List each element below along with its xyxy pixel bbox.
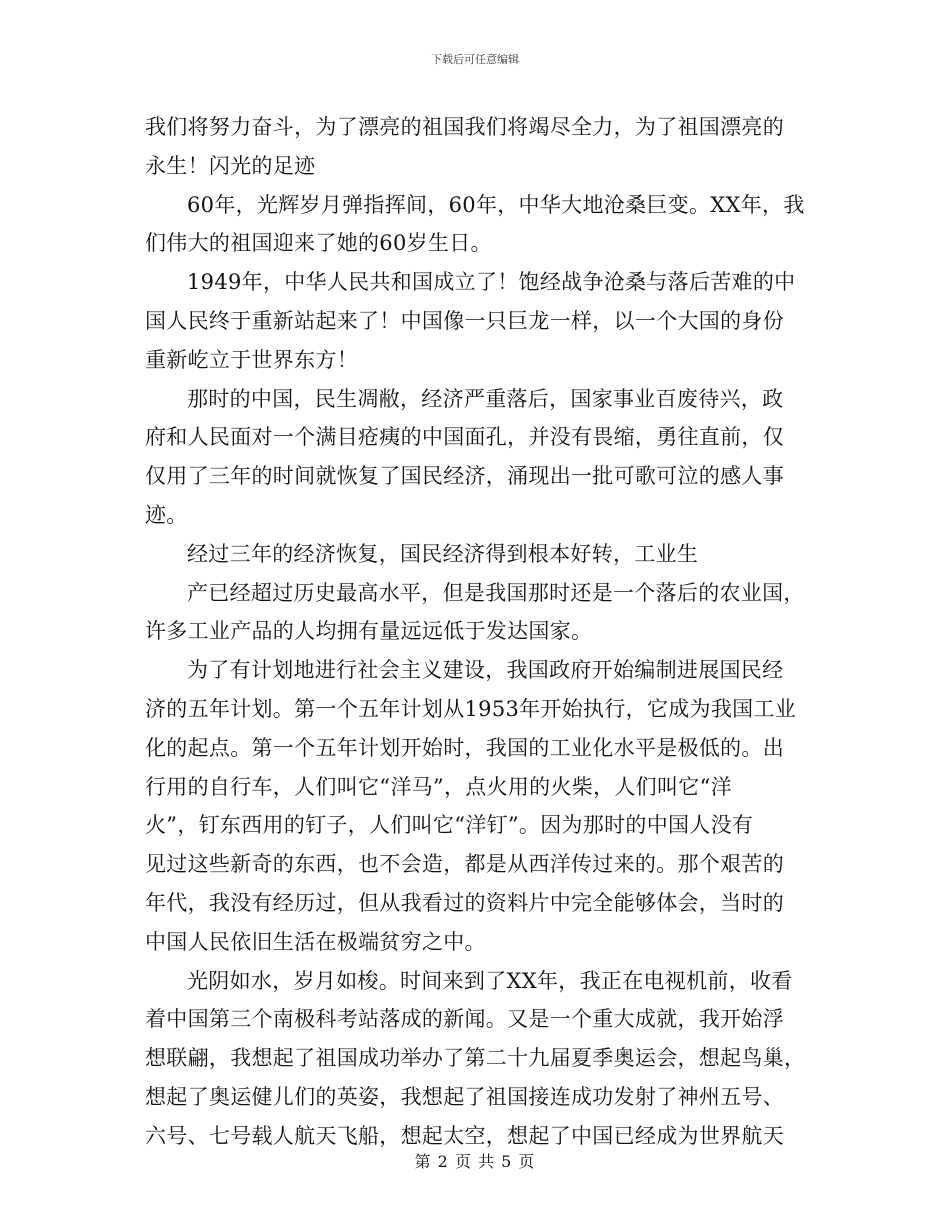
text-line: 国人民终于重新站起来了！中国像一只巨龙一样，以一个大国的身份 xyxy=(145,308,784,333)
text-line: 经过三年的经济恢复，国民经济得到根本好转，工业生 xyxy=(187,541,699,566)
text-line: 我们将努力奋斗，为了漂亮的祖国我们将竭尽全力，为了祖国漂亮的 xyxy=(145,115,784,139)
text-line: 产已经超过历史最高水平，但是我国那时还是一个落后的农业国， xyxy=(187,580,805,605)
text-line: 年代，我没有经历过，但从我看过的资料片中完全能够体会，当时的 xyxy=(145,890,784,915)
text-line: 府和人民面对一个满目疮痍的中国面孔，并没有畏缩，勇往直前，仅 xyxy=(145,425,784,450)
text-line: 化的起点。第一个五年计划开始时，我国的工业化水平是极低的。出 xyxy=(145,735,784,760)
text-line: 许多工业产品的人均拥有量远远低于发达国家。 xyxy=(145,619,593,644)
text-line: 永生！闪光的足迹 xyxy=(145,153,316,178)
text-line: 想起了奥运健儿们的英姿，我想起了祖国接连成功发射了神州五号、 xyxy=(145,1084,784,1109)
text-line: 中国人民依旧生活在极端贫穷之中。 xyxy=(145,929,486,954)
document-body xyxy=(145,108,810,1156)
text-line: 行用的自行车，人们叫它“洋马”，点火用的火柴，人们叫它“洋 xyxy=(145,774,732,799)
text-line: 济的五年计划。第一个五年计划从1953年开始执行，它成为我国工业 xyxy=(145,696,797,721)
text-line: 着中国第三个南极科考站落成的新闻。又是一个重大成就，我开始浮 xyxy=(145,1007,784,1032)
text-line: 迹。 xyxy=(145,502,188,527)
page-number-footer: 第 2 页 共 5 页 xyxy=(414,1152,536,1171)
text-line: 光阴如水，岁月如梭。时间来到了XX年，我正在电视机前，收看 xyxy=(187,968,793,993)
page-header-note: 下载后可任意编辑 xyxy=(431,53,519,66)
text-line: 重新屹立于世界东方！ xyxy=(145,347,358,372)
text-line: 仅用了三年的时间就恢复了国民经济，涌现出一批可歌可泣的感人事 xyxy=(145,464,784,489)
text-line: 们伟大的祖国迎来了她的60岁生日。 xyxy=(145,231,492,256)
text-line: 火”，钉东西用的钉子，人们叫它“洋钉”。因为那时的中国人没有 xyxy=(145,813,754,838)
text-line: 见过这些新奇的东西，也不会造，都是从西洋传过来的。那个艰苦的 xyxy=(145,852,784,877)
text-line: 60年，光辉岁月弹指挥间，60年，中华大地沧桑巨变。XX年，我 xyxy=(187,192,805,217)
text-line: 为了有计划地进行社会主义建设，我国政府开始编制进展国民经 xyxy=(187,658,784,683)
text-line: 想联翩，我想起了祖国成功举办了第二十九届夏季奥运会，想起鸟巢， xyxy=(145,1046,806,1071)
text-line: 1949年，中华人民共和国成立了！饱经战争沧桑与落后苦难的中 xyxy=(187,270,796,295)
text-line: 那时的中国，民生凋敝，经济严重落后，国家事业百废待兴，政 xyxy=(187,386,784,411)
text-line: 六号、七号载人航天飞船，想起太空，想起了中国已经成为世界航天 xyxy=(145,1123,784,1148)
